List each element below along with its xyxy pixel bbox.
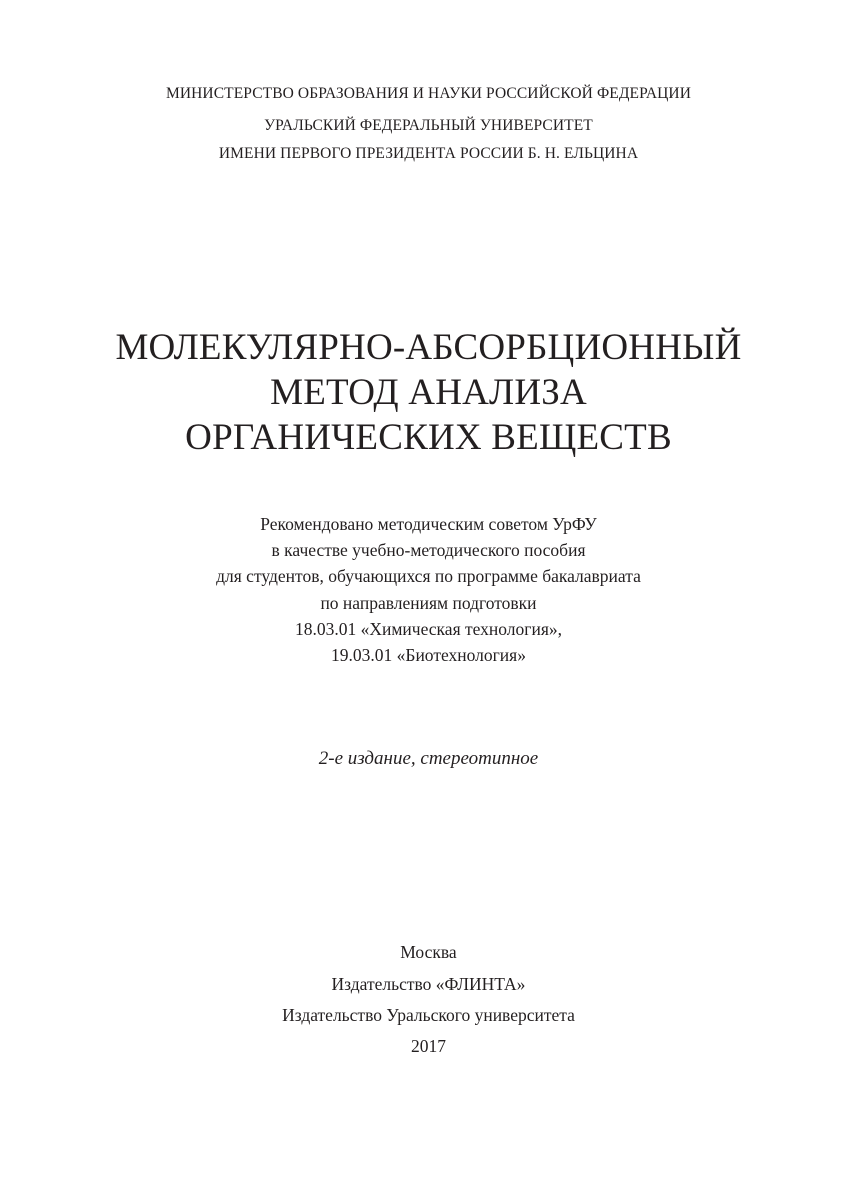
imprint-publisher-1: Издательство «ФЛИНТА» xyxy=(331,974,526,994)
university-line-2: ИМЕНИ ПЕРВОГО ПРЕЗИДЕНТА РОССИИ Б. Н. ЕЛЬЦИНА xyxy=(218,145,639,162)
recommendation-line: по направлениям подготовки xyxy=(320,593,537,613)
imprint-year: 2017 xyxy=(411,1036,446,1056)
recommendation-line: 18.03.01 «Химическая технология», xyxy=(294,619,563,639)
imprint-city: Москва xyxy=(400,942,457,962)
book-title-line-1: МОЛЕКУЛЯРНО-АБСОРБЦИОННЫЙ xyxy=(115,327,742,368)
recommendation-line: Рекомендовано методическим советом УрФУ xyxy=(260,514,597,534)
imprint-publisher-2: Издательство Уральского университета xyxy=(282,1005,575,1025)
edition-note: 2-е издание, стереотипное xyxy=(318,748,539,769)
university-line-1: УРАЛЬСКИЙ ФЕДЕРАЛЬНЫЙ УНИВЕРСИТЕТ xyxy=(264,117,593,134)
recommendation-line: в качестве учебно-методического пособия xyxy=(271,540,586,560)
recommendation-line: 19.03.01 «Биотехнология» xyxy=(331,645,526,665)
recommendation-line: для студентов, обучающихся по программе бакалавриата xyxy=(216,566,641,586)
book-title-line-3: ОРГАНИЧЕСКИХ ВЕЩЕСТВ xyxy=(185,417,672,458)
book-title-line-2: МЕТОД АНАЛИЗА xyxy=(270,372,587,413)
ministry-line: МИНИСТЕРСТВО ОБРАЗОВАНИЯ И НАУКИ РОССИЙСКОЙ ФЕДЕРАЦИИ xyxy=(165,85,692,102)
